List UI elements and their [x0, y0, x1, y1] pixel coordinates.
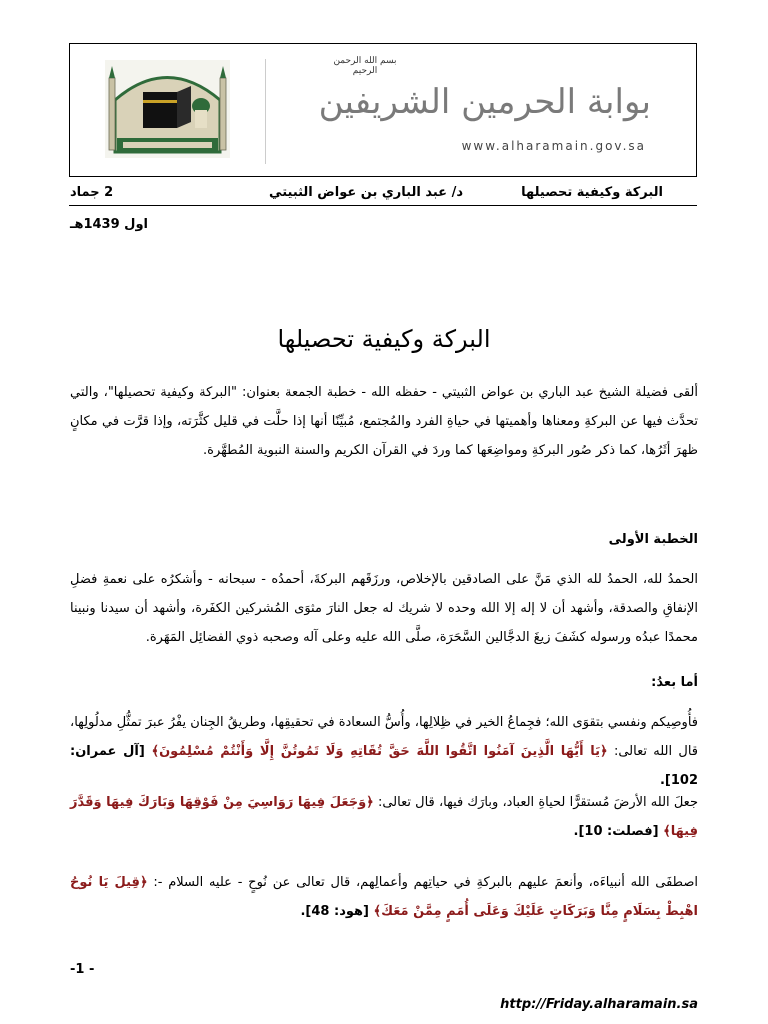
verse-reference: [هود: 48].: [300, 904, 374, 919]
quran-verse: ﴿يَا أَيُّهَا الَّذِينَ آمَنُوا اتَّقُوا اللَّهَ حَقَّ تُقَاتِهِ وَلَا تَمُوتُنَّ إِلَّا وَأَنْتُمْ مُسْلِمُونَ﴾: [151, 744, 608, 759]
header-author: د/ عبد الباري بن عواض الثبيتي: [269, 185, 463, 200]
amma-baad-heading: أما بعدُ:: [651, 675, 698, 690]
header-date-part1: 2 جماد: [70, 185, 114, 200]
sermon-paragraph-2: [70, 708, 698, 795]
header-date-part2: اول 1439هـ: [70, 217, 148, 232]
sermon-paragraph-4: [70, 868, 698, 926]
quran-verse: ﴿وَجَعَلَ فِيهَا رَوَاسِيَ مِنْ فَوْقِهَا وَبَارَكَ فِيهَا وَقَدَّرَ فِيهَا﴾: [70, 795, 698, 839]
sermon-paragraph-3: [70, 788, 698, 846]
intro-paragraph: ألقى فضيلة الشيخ عبد الباري بن عواض الثبيتي - حفظه الله - خطبة الجمعة بعنوان: "البركة وكيفية تحصيلها"، والتي تحدَّث فيها عن البركةِ ومعناها وأهميتها في حياةِ الفرد والمُجتمع، مُبيِّنًا أنها إذا حلَّت في قليل كثَّرَته، وإذا قرَّت في مكانٍ ظهرَ أثَرُها، كما ذكر صُور البركةِ ومواضِعَها كما وردَ في القرآن الكريم والسنة النبوية المُطهَّرة.: [70, 385, 698, 458]
header-rule: [69, 205, 697, 206]
paragraph-text: فأُوصِيكم ونفسي بتقوَى الله؛ فجِماعُ الخير في ظِلالِها، وأُسُّ السعادة في تحقيقِها، وطريقُ الجِنان يفْرُ عبرَ تمثُّلِ مدلُولِها، قال الله تعالى:: [70, 715, 699, 759]
quran-verse: ﴿قِيلَ يَا نُوحُ اهْبِطْ بِسَلَامٍ مِنَّا وَبَرَكَاتٍ عَلَيْكَ وَعَلَى أُمَمٍ مِمَّنْ مَعَكَ﴾: [70, 875, 698, 919]
banner-divider: [265, 59, 266, 164]
header-title: البركة وكيفية تحصيلها: [521, 185, 663, 200]
header-banner: [69, 43, 697, 177]
sermon-paragraph-1: الحمدُ لله، الحمدُ لله الذي مَنَّ على الصادقين بالإخلاص، ورزَقَهم البركةَ، أحمدُه - سبحانه - وأشكرُه على نعمةِ فضلِ الإنفاقِ والصدقة، وأشهد أن لا إله إلا الله وحده لا شريك له جعل النارَ مثوَى المُشركين الكفَرة، وأشهد أن سيدنا ونبينا محمدًا عبدُه ورسوله كشَفَ زيغَ الدجَّالين السَّحَرَة، صلَّى الله عليه وعلى آله وصحبه ذوي الفضائِل المَهَرة.: [70, 572, 698, 645]
kaaba-mosque-emblem-icon: [105, 60, 230, 158]
paragraph-text: جعلَ الله الأرضَ مُستقرًّا لحياةِ العباد، وبارَك فيها، قال تعالى:: [373, 795, 698, 810]
portal-url[interactable]: www.alharamain.gov.sa: [461, 139, 646, 153]
portal-name: بوابة الحرمين الشريفين: [318, 82, 651, 122]
first-sermon-heading: الخطبة الأولى: [608, 532, 698, 547]
page-number: -1 -: [70, 962, 95, 977]
verse-reference: [فصلت: 10].: [573, 824, 664, 839]
footer-url[interactable]: http://Friday.alharamain.sa: [500, 997, 698, 1012]
page-title: البركة وكيفية تحصيلها: [277, 325, 491, 353]
basmala: بسم الله الرحمن الرحيم: [333, 56, 397, 76]
verse-reference: [آل عمران: 102].: [70, 744, 698, 788]
paragraph-text: اصطفَى الله أنبياءَه، وأنعمَ عليهم بالبركةِ في حياتِهم وأعمالِهم، قال تعالى عن نُوحٍ - عليه السلام -:: [147, 875, 698, 890]
